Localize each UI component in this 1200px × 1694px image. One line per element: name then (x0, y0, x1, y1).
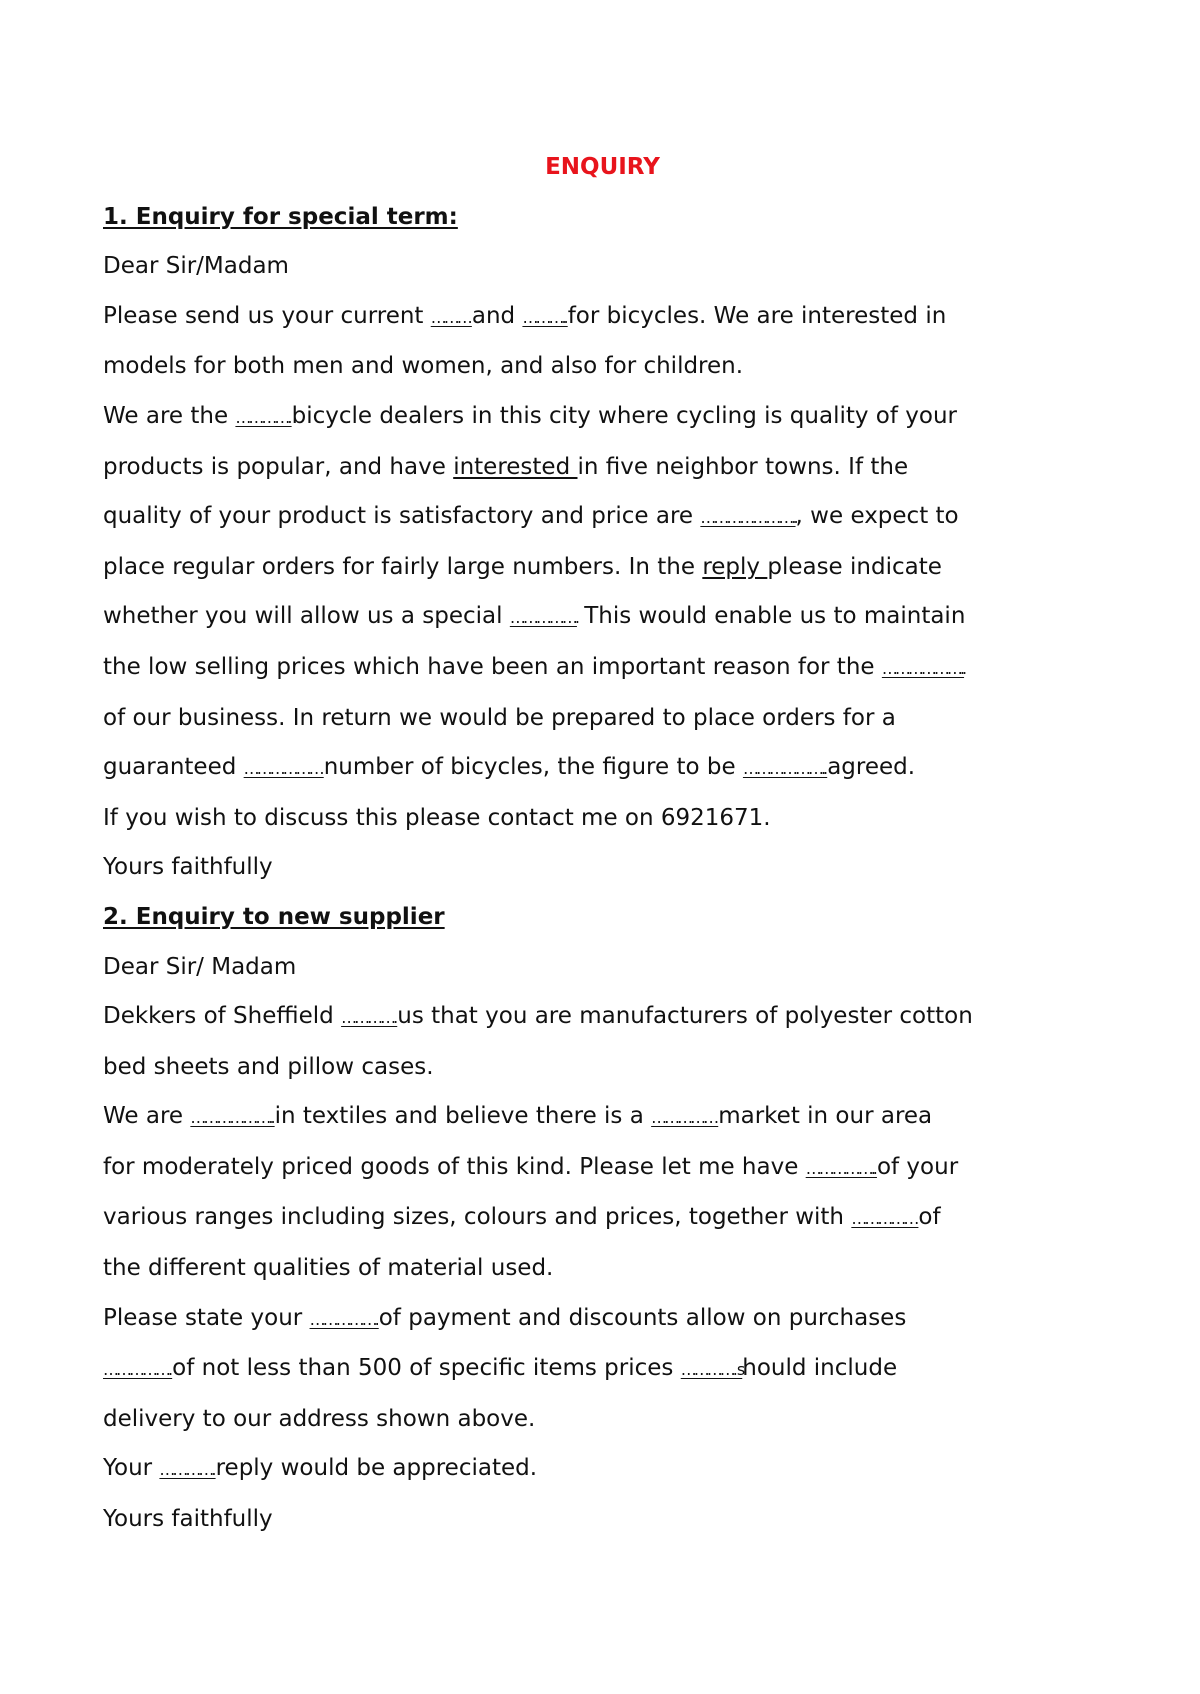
text-line: the different qualities of material used. (103, 1255, 554, 1282)
fill-in-blank: ……………. (103, 1360, 173, 1380)
document-page (103, 143, 1103, 1545)
underlined-word: interested (453, 453, 578, 480)
letter-body (103, 292, 1103, 844)
section-special-term (103, 193, 1103, 893)
fill-in-blank: …………. s (680, 1360, 743, 1380)
text-line: place regular orders for fairly large numbers. In the reply please indicate (103, 553, 942, 580)
document-title: ENQUIRY (545, 154, 660, 180)
text-line: the low selling prices which have been an important reason for the ……………….. (103, 653, 965, 680)
salutation: Dear Sir/ Madam (103, 953, 297, 980)
fill-in-blank: ……………. (309, 1309, 379, 1329)
closing: Yours faithfully (103, 1506, 273, 1533)
text-line: Please state your ……………. of payment and discounts allow on purchases (103, 1304, 907, 1331)
fill-in-blank: …………. (159, 1460, 216, 1480)
text-line: We are the …………. bicycle dealers in this city where cycling is quality of your (103, 402, 957, 429)
fill-in-blank: …………… (651, 1108, 719, 1128)
text-line: If you wish to discuss this please contact me on 6921671. (103, 804, 771, 831)
fill-in-blank: …………. (235, 407, 292, 427)
text-line: for moderately priced goods of this kind. Please let me have …………….. of your (103, 1153, 959, 1180)
fill-in-blank: ………………….. (700, 508, 796, 528)
fill-in-blank: ……………… (243, 759, 324, 779)
section-new-supplier (103, 893, 1103, 1545)
text-line: of our business. In return we would be prepared to place orders for a (103, 704, 896, 731)
text-line: models for both men and women, and also for children. (103, 353, 744, 380)
text-line: various ranges including sizes, colours and prices, together with …………… of (103, 1204, 941, 1231)
fill-in-blank: ……… (430, 307, 472, 327)
text-line: guaranteed ……………… number of bicycles, the figure to be ……………….. agreed. (103, 754, 916, 781)
salutation: Dear Sir/Madam (103, 253, 289, 280)
text-line: whether you will allow us a special ……………. This would enable us to maintain (103, 603, 966, 630)
fill-in-blank: …………. (341, 1008, 398, 1028)
text-line: quality of your product is satisfactory and price are ………………….., we expect to (103, 503, 959, 530)
text-line: We are ……………….. in textiles and believe there is a …………… market in our area (103, 1103, 933, 1130)
fill-in-blank: ……………….. (742, 759, 828, 779)
section-heading: 2. Enquiry to new supplier (103, 903, 445, 930)
text-line: Your …………. reply would be appreciated. (103, 1455, 538, 1482)
fill-in-blank: ……………….. (190, 1108, 275, 1128)
text-line: ……………. of not less than 500 of specific items prices …………. should include (103, 1355, 898, 1382)
text-line: Dekkers of Sheffield …………. us that you are manufacturers of polyester cotton (103, 1003, 973, 1030)
fill-in-blank: …………….. (805, 1158, 877, 1178)
text-line: bed sheets and pillow cases. (103, 1053, 434, 1080)
text-line: products is popular, and have interested in five neighbor towns. If the (103, 453, 909, 480)
fill-in-blank: ……………. (509, 608, 577, 628)
fill-in-blank: ……………….. (881, 658, 965, 678)
closing: Yours faithfully (103, 854, 273, 881)
section-heading: 1. Enquiry for special term: (103, 203, 458, 230)
underlined-word: reply (702, 553, 768, 580)
text-line: delivery to our address shown above. (103, 1405, 536, 1432)
text-line: Please send us your current ……… and ……….. for bicycles. We are interested in (103, 302, 947, 329)
fill-in-blank: ……….. (522, 307, 568, 327)
letter-body (103, 992, 1103, 1495)
fill-in-blank: …………… (851, 1209, 919, 1229)
